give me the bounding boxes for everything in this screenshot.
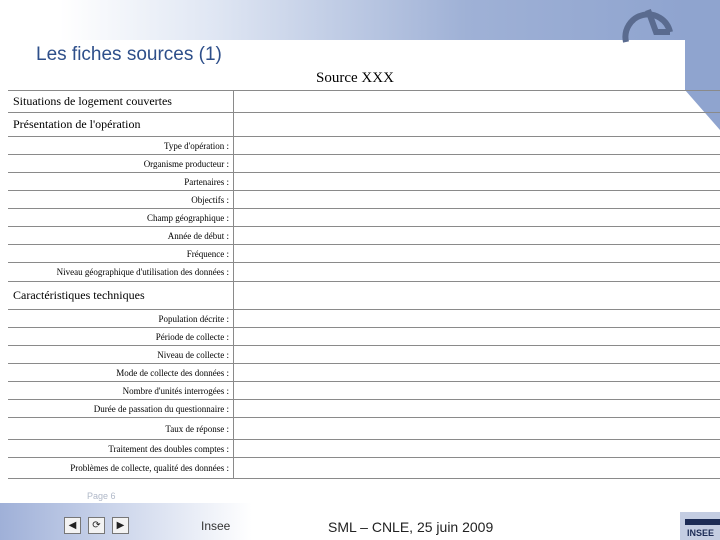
label-text: Année de début : (167, 230, 229, 241)
field-value[interactable] (234, 418, 720, 439)
label-text: Nombre d'unités interrogées : (122, 385, 229, 396)
field-value[interactable] (234, 113, 720, 136)
section-label (8, 113, 234, 136)
insee-emblem-icon (612, 2, 682, 48)
source-form-table (8, 90, 720, 479)
label-text: Traitement des doubles comptes : (108, 443, 229, 454)
field-label (8, 458, 234, 478)
field-label (8, 155, 234, 172)
field-label (8, 173, 234, 190)
label-text: Situations de logement couvertes (13, 94, 172, 108)
field-row (8, 262, 720, 281)
section-row (8, 281, 720, 309)
field-label (8, 346, 234, 363)
insee-logo-text: INSEE (687, 528, 715, 538)
field-label (8, 263, 234, 281)
field-row (8, 172, 720, 190)
field-row (8, 226, 720, 244)
field-row (8, 345, 720, 363)
label-text: Niveau de collecte : (157, 349, 229, 360)
section-row (8, 90, 720, 112)
slide-title: Les fiches sources (1) (36, 44, 222, 65)
label-text: Niveau géographique d'utilisation des données : (56, 267, 229, 277)
field-row (8, 417, 720, 439)
field-row (8, 190, 720, 208)
field-row (8, 136, 720, 154)
field-value[interactable] (234, 155, 720, 172)
field-label (8, 310, 234, 327)
home-icon: ⟳ (92, 520, 101, 531)
home-button[interactable] (88, 517, 105, 534)
footer-organization: Insee (201, 519, 231, 533)
field-value[interactable] (234, 209, 720, 226)
field-label (8, 245, 234, 262)
next-button[interactable] (112, 517, 129, 534)
label-text: Problèmes de collecte, qualité des données : (70, 463, 229, 473)
page-number: Page 6 (87, 491, 116, 501)
previous-icon: ◀ (68, 520, 77, 531)
footer-meeting-info: SML – CNLE, 25 juin 2009 (328, 519, 494, 535)
field-label (8, 364, 234, 381)
header-banner (60, 0, 685, 40)
field-value[interactable] (234, 400, 720, 417)
field-row (8, 457, 720, 479)
field-value[interactable] (234, 191, 720, 208)
field-value[interactable] (234, 346, 720, 363)
field-row (8, 244, 720, 262)
field-value[interactable] (234, 282, 720, 309)
field-value[interactable] (234, 458, 720, 478)
label-text: Taux de réponse : (165, 423, 229, 434)
label-text: Caractéristiques techniques (13, 288, 145, 302)
field-label (8, 400, 234, 417)
field-value[interactable] (234, 227, 720, 244)
field-label (8, 418, 234, 439)
next-icon: ▶ (116, 520, 125, 531)
field-label (8, 137, 234, 154)
label-text: Fréquence : (186, 248, 229, 259)
previous-button[interactable] (64, 517, 81, 534)
section-label (8, 91, 234, 112)
label-text: Objectifs : (191, 194, 229, 205)
label-text: Organisme producteur : (143, 158, 229, 169)
label-text: Mode de collecte des données : (116, 367, 229, 378)
field-value[interactable] (234, 263, 720, 281)
field-value[interactable] (234, 364, 720, 381)
section-row (8, 112, 720, 136)
field-label (8, 440, 234, 457)
label-text: Type d'opération : (164, 140, 229, 151)
field-row (8, 399, 720, 417)
label-text: Durée de passation du questionnaire : (93, 403, 229, 414)
field-value[interactable] (234, 245, 720, 262)
field-value[interactable] (234, 310, 720, 327)
label-text: Champ géographique : (147, 212, 229, 223)
field-value[interactable] (234, 137, 720, 154)
field-row (8, 309, 720, 327)
field-row (8, 208, 720, 226)
field-value[interactable] (234, 328, 720, 345)
source-title: Source XXX (316, 70, 394, 86)
field-label (8, 328, 234, 345)
field-value[interactable] (234, 173, 720, 190)
field-row (8, 327, 720, 345)
field-label (8, 227, 234, 244)
label-text: Population décrite : (158, 313, 229, 324)
label-text: Partenaires : (184, 176, 229, 187)
field-label (8, 209, 234, 226)
field-label (8, 191, 234, 208)
label-text: Présentation de l'opération (13, 117, 141, 131)
field-value[interactable] (234, 382, 720, 399)
field-value[interactable] (234, 440, 720, 457)
field-row (8, 154, 720, 172)
field-row (8, 363, 720, 381)
field-row (8, 439, 720, 457)
field-row (8, 381, 720, 399)
field-value[interactable] (234, 91, 720, 112)
label-text: Période de collecte : (155, 331, 229, 342)
field-label (8, 382, 234, 399)
section-label (8, 282, 234, 309)
